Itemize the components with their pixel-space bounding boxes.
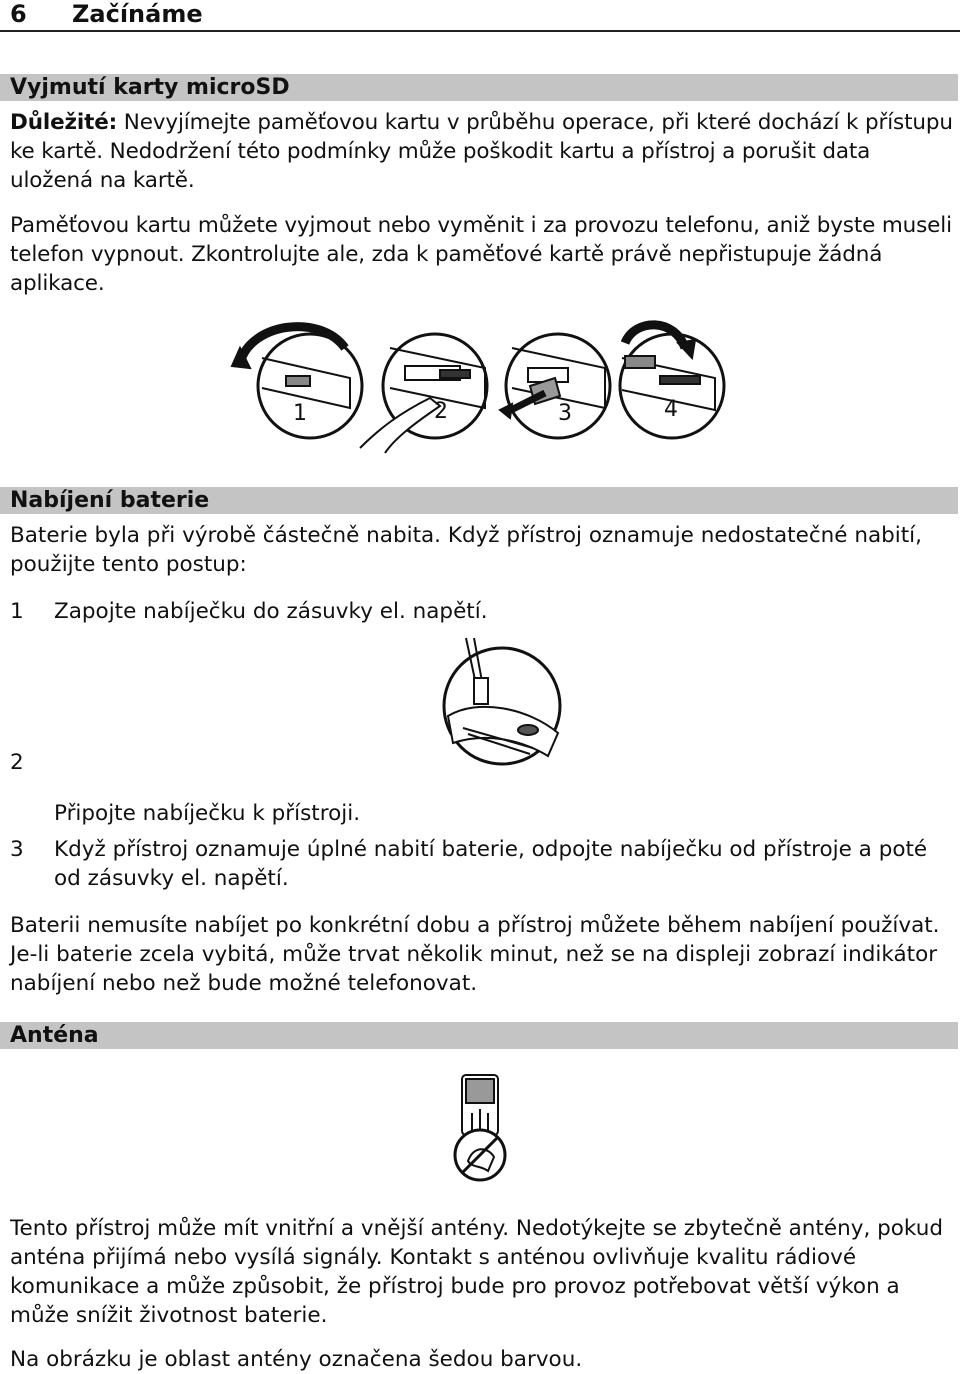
figure-label-1: 1 (293, 401, 307, 426)
antenna-caption: Na obrázku je oblast antény označena šedou barvou. (10, 1347, 583, 1372)
page-number: 6 (10, 0, 27, 28)
step-text-1: Zapojte nabíječku do zásuvky el. napětí. (54, 599, 488, 624)
figure-label-2: 2 (434, 399, 448, 424)
step-text-2: Připojte nabíječku k přístroji. (54, 801, 361, 826)
important-label: Důležité: (10, 110, 118, 135)
section-heading-charging: Nabíjení baterie (0, 487, 958, 514)
chapter-title: Začínáme (72, 0, 203, 28)
step-number-3: 3 (10, 837, 24, 862)
important-note (10, 108, 958, 195)
antenna-paragraph: Tento přístroj může mít vnitřní a vnější antény. Nedotýkejte se zbytečně antény, pokud anténa přijímá nebo vysílá signály. Kontakt s anténou ovlivňuje kvalitu rádiové komunikace a může způsobit, že přístroj bude pro provoz potřebovat větší výkon a může snížit životnost baterie. (10, 1216, 943, 1328)
microsd-removal-illustration (0, 318, 960, 458)
header-rule (0, 30, 960, 32)
section-heading-antenna: Anténa (0, 1022, 958, 1049)
charger-connection-illustration (438, 638, 568, 768)
step-number-2: 2 (10, 750, 24, 775)
antenna-do-not-touch-illustration (450, 1073, 510, 1185)
charging-note: Baterii nemusíte nabíjet po konkrétní dobu a přístroj můžete během nabíjení používat. Je-li baterie zcela vybitá, může trvat několik minut, než se na displeji zobrazí indikátor nabíjení nebo než bude možné telefonovat. (10, 913, 940, 996)
step-number-1: 1 (10, 599, 24, 624)
figure-label-4: 4 (664, 397, 678, 422)
section-heading-microsd: Vyjmutí karty microSD (0, 74, 958, 101)
charging-intro: Baterie byla při výrobě částečně nabita. Když přístroj oznamuje nedostatečné nabití, použijte tento postup: (10, 523, 922, 577)
step-text-3: Když přístroj oznamuje úplné nabití baterie, odpojte nabíječku od přístroje a poté od zásuvky el. napětí. (54, 837, 928, 891)
important-text: Nevyjímejte paměťovou kartu v průběhu operace, při které dochází k přístupu ke kartě. Nedodržení této podmínky může poškodit kartu a přístroj a porušit data uložená na kartě. (10, 110, 953, 193)
figure-label-3: 3 (558, 401, 572, 426)
microsd-paragraph: Paměťovou kartu můžete vyjmout nebo vyměnit i za provozu telefonu, aniž byste museli telefon vypnout. Zkontrolujte ale, zda k paměťové kartě právě nepřistupuje žádná aplikace. (10, 213, 952, 296)
